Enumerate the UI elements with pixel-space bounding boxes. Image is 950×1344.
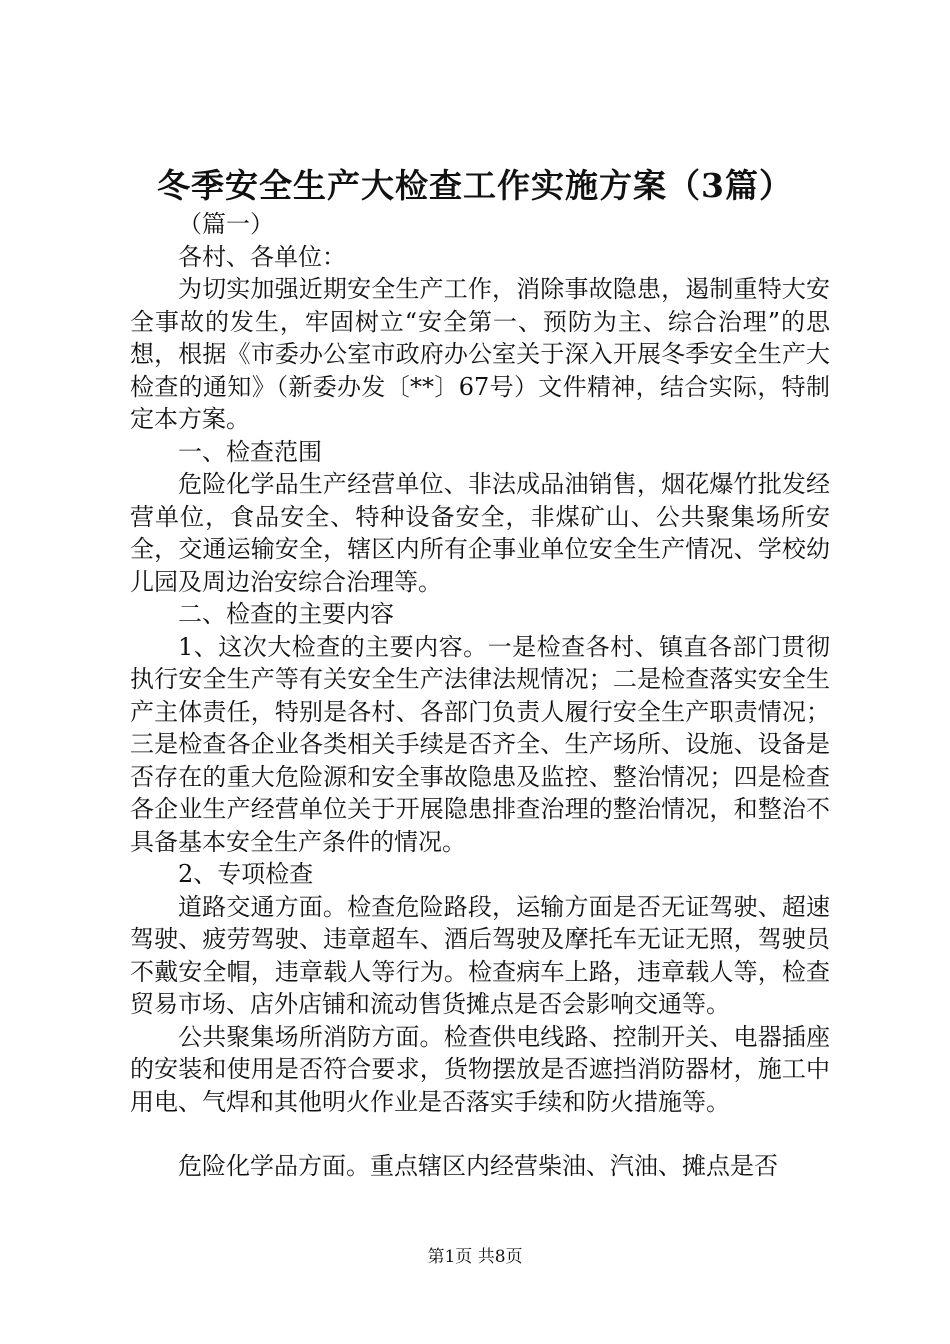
paragraph-intro: 为切实加强近期安全生产工作，消除事故隐患，遏制重特大安全事故的发生，牢固树立“安全第一、预防为主、综合治理”的思想，根据《市委办公室市政府办公室关于深入开展冬季安全生产大检查的通知》（新委办发〔**〕67号）文件精神，结合实际，特制定本方案。 xyxy=(130,275,830,433)
paragraph-traffic: 道路交通方面。检查危险路段，运输方面是否无证驾驶、超速驾驶、疲劳驾驶、违章超车、酒后驾驶及摩托车无证无照，驾驶员不戴安全帽，违章载人等行为。检查病车上路，违章载人等，检查贸易市场、店外店铺和流动售货摊点是否会影响交通等。 xyxy=(130,892,830,1018)
heading-special-check: 2、专项检查 xyxy=(178,860,314,888)
paragraph-scope: 危险化学品生产经营单位、非法成品油销售，烟花爆竹批发经营单位，食品安全、特种设备安全，非煤矿山、公共聚集场所安全，交通运输安全，辖区内所有企事业单位安全生产情况、学校幼儿园及周边治安综合治理等。 xyxy=(130,470,830,596)
page-footer: 第1页 共8页 xyxy=(427,1247,523,1267)
document-body xyxy=(130,208,830,1183)
paragraph-fire: 公共聚集场所消防方面。检查供电线路、控制开关、电器插座的安装和使用是否符合要求，货物摆放是否遮挡消防器材，施工中用电、气焊和其他明火作业是否落实手续和防火措施等。 xyxy=(130,1022,830,1116)
heading-content: 二、检查的主要内容 xyxy=(178,600,394,628)
salutation: 各村、各单位： xyxy=(178,242,346,271)
document-title: 冬季安全生产大检查工作实施方案（3篇） xyxy=(157,166,793,205)
section-label: （篇一） xyxy=(178,210,274,238)
paragraph-content: 1、这次大检查的主要内容。一是检查各村、镇直各部门贯彻执行安全生产等有关安全生产法律法规情况；二是检查落实安全生产主体责任，特别是各村、各部门负责人履行安全生产职责情况；三是检查各企业各类相关手续是否齐全、生产场所、设施、设备是否存在的重大危险源和安全事故隐患及监控、整治情况；四是检查各企业生产经营单位关于开展隐患排查治理的整治情况，和整治不具备基本安全生产条件的情况。 xyxy=(130,632,830,856)
heading-scope: 一、检查范围 xyxy=(178,437,322,466)
paragraph-chemicals: 危险化学品方面。重点辖区内经营柴油、汽油、摊点是否 xyxy=(178,1152,778,1180)
